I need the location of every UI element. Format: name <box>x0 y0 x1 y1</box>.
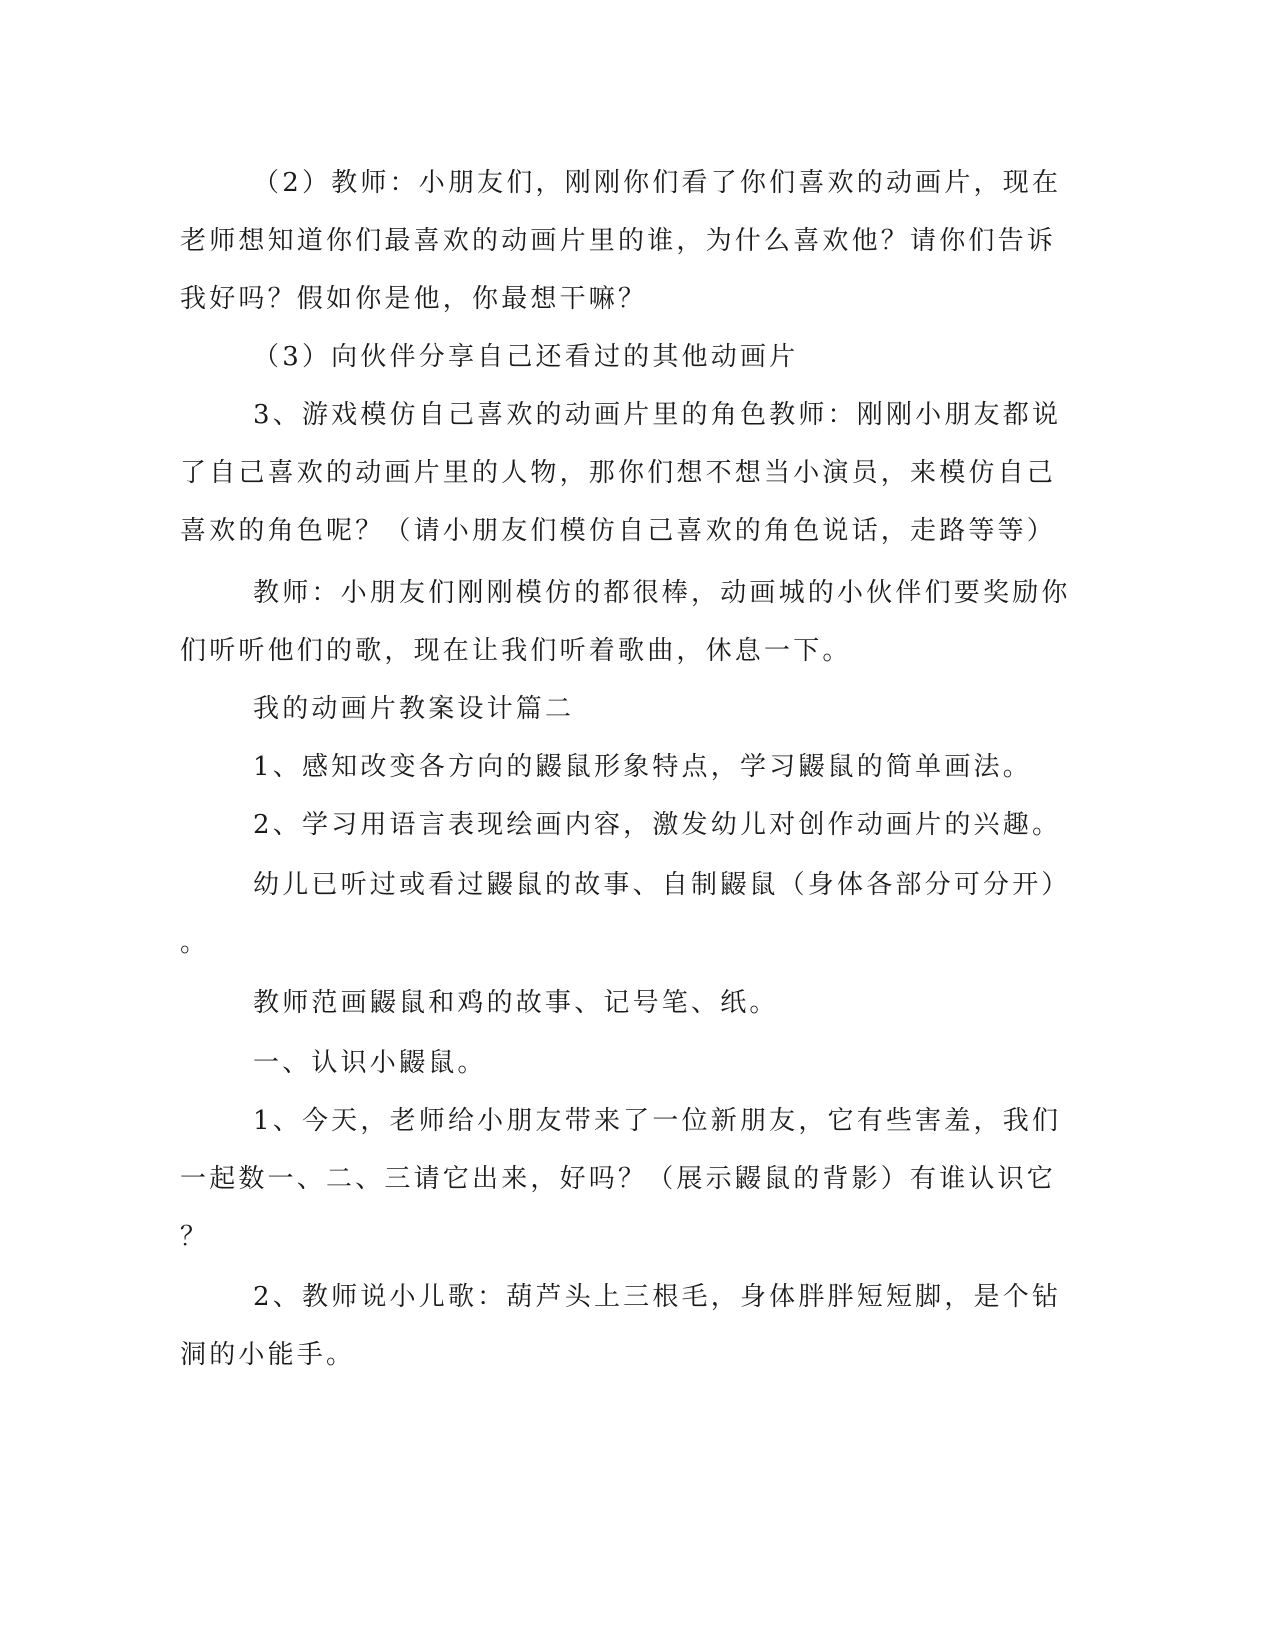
text-line: 幼儿已听过或看过鼹鼠的故事、自制鼹鼠（身体各部分可分开） <box>253 870 1071 900</box>
text-line: 一起数一、二、三请它出来，好吗？（展示鼹鼠的背影）有谁认识它 <box>180 1164 1057 1194</box>
text-line: （3）向伙伴分享自己还看过的其他动画片 <box>253 342 799 372</box>
text-line: 洞的小能手。 <box>180 1340 356 1370</box>
text-line: ？ <box>180 1222 210 1252</box>
text-line: 1、今天，老师给小朋友带来了一位新朋友，它有些害羞，我们 <box>253 1106 1062 1136</box>
text-line: 喜欢的角色呢？（请小朋友们模仿自己喜欢的角色说话，走路等等） <box>180 516 1057 546</box>
text-line: 们听听他们的歌，现在让我们听着歌曲，休息一下。 <box>180 636 852 666</box>
text-line: 我好吗？假如你是他，你最想干嘛？ <box>180 284 648 314</box>
text-line: 2、学习用语言表现绘画内容，激发幼儿对创作动画片的兴趣。 <box>253 810 1062 840</box>
text-line: 了自己喜欢的动画片里的人物，那你们想不想当小演员，来模仿自己 <box>180 458 1057 488</box>
text-line: 教师：小朋友们刚刚模仿的都很棒，动画城的小伙伴们要奖励你 <box>253 578 1071 608</box>
text-line: 3、游戏模仿自己喜欢的动画片里的角色教师：刚刚小朋友都说 <box>253 400 1062 430</box>
text-line: 1、感知改变各方向的鼹鼠形象特点，学习鼹鼠的简单画法。 <box>253 752 1032 782</box>
text-line: （2）教师：小朋友们，刚刚你们看了你们喜欢的动画片，现在 <box>253 168 1062 198</box>
text-line: 老师想知道你们最喜欢的动画片里的谁，为什么喜欢他？请你们告诉 <box>180 226 1057 256</box>
section-heading: 我的动画片教案设计篇二 <box>253 694 575 724</box>
text-line: 。 <box>180 928 210 958</box>
text-line: 2、教师说小儿歌：葫芦头上三根毛，身体胖胖短短脚，是个钻 <box>253 1282 1062 1312</box>
text-line: 教师范画鼹鼠和鸡的故事、记号笔、纸。 <box>253 988 779 1018</box>
text-line: 一、认识小鼹鼠。 <box>253 1048 487 1078</box>
